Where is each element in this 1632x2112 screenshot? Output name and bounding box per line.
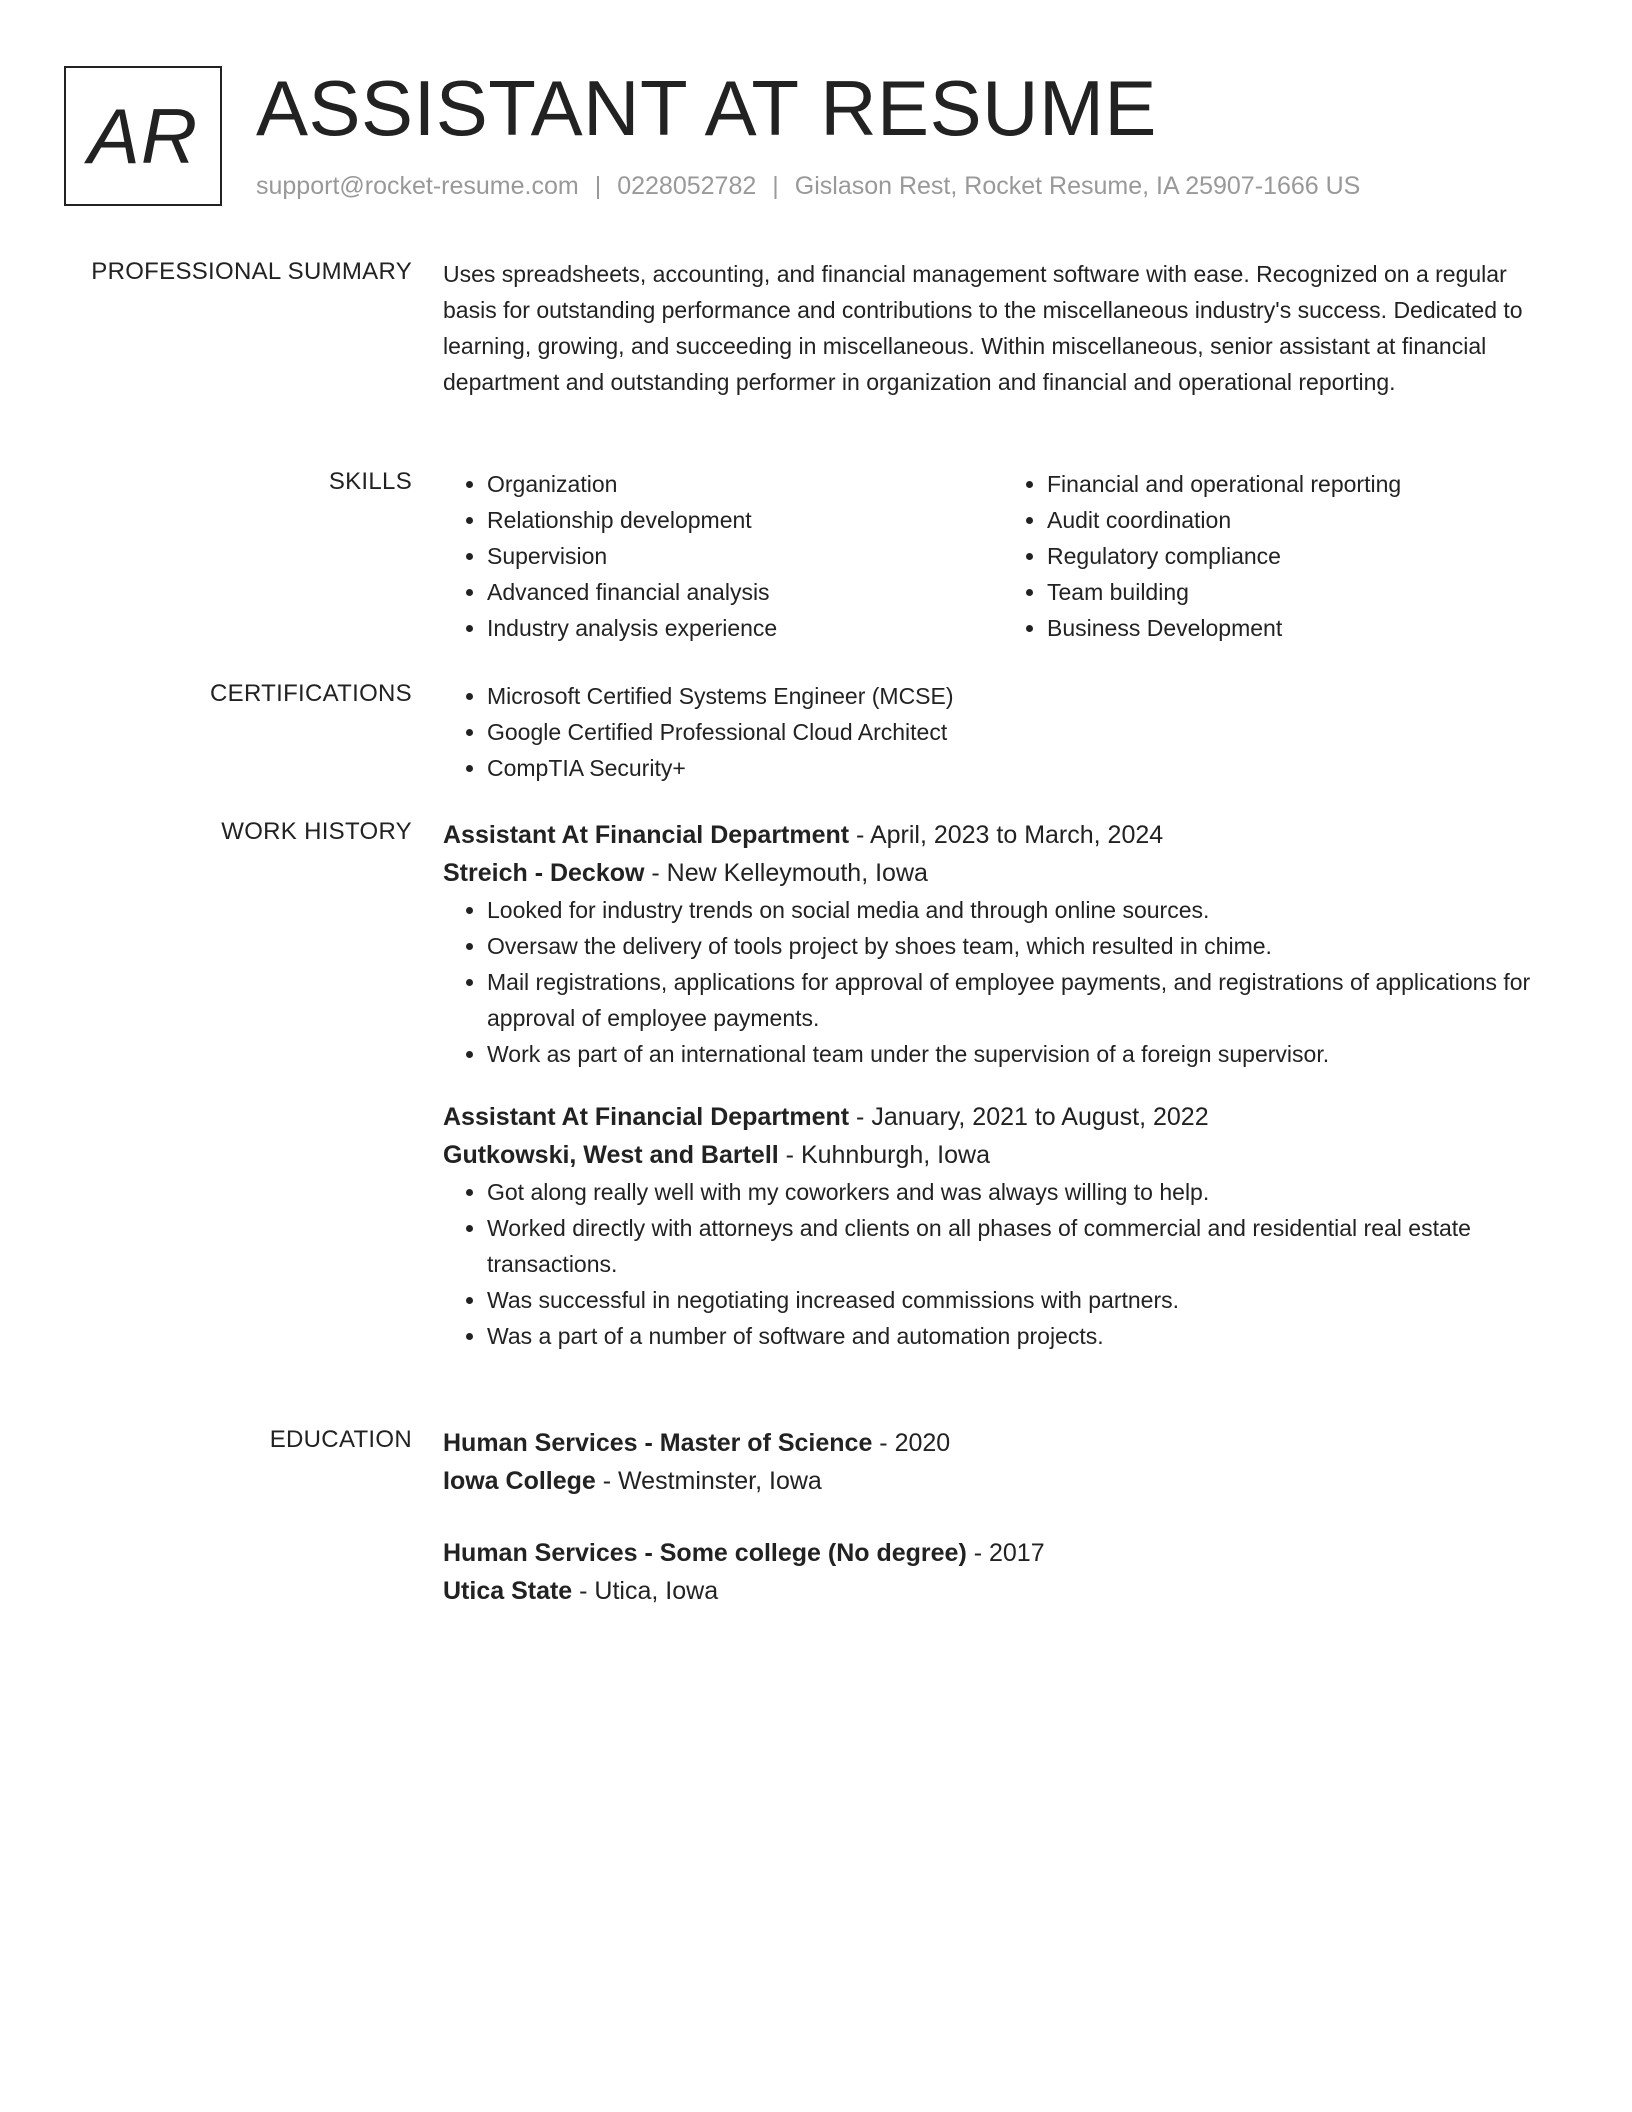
job-company-line (443, 1136, 1563, 1174)
skills-list-left (443, 466, 1003, 646)
section-label-work-history: WORK HISTORY (221, 818, 412, 845)
section-label-summary: PROFESSIONAL SUMMARY (91, 258, 412, 285)
skills-list-right (1003, 466, 1563, 646)
education-school-line (443, 1462, 1563, 1500)
education-entry (443, 1424, 1563, 1500)
job-company-line (443, 854, 1563, 892)
contact-phone[interactable]: 0228052782 (617, 172, 757, 200)
job-title: Assistant At Financial Department (443, 821, 850, 849)
education-body (443, 1424, 1563, 1610)
skill-item: • Business Development (1047, 610, 1563, 646)
job-bullet: • Worked directly with attorneys and clients on all phases of commercial and residential real estate transactions. (487, 1210, 1563, 1282)
job-company: Streich - Deckow (443, 859, 645, 887)
job-title-line (443, 816, 1563, 854)
monogram-badge: AR (64, 66, 222, 206)
education-degree: Human Services - Master of Science (443, 1429, 873, 1457)
job-title-line (443, 1098, 1563, 1136)
work-history-body (443, 816, 1563, 1354)
education-school-line (443, 1572, 1563, 1610)
education-year: - 2020 (872, 1429, 951, 1457)
job-location: - Kuhnburgh, Iowa (778, 1141, 990, 1169)
education-year: - 2017 (966, 1539, 1045, 1567)
candidate-name: ASSISTANT AT RESUME (256, 64, 1157, 152)
education-entry (443, 1534, 1563, 1610)
job-entry (443, 1098, 1563, 1354)
education-location: - Utica, Iowa (572, 1577, 719, 1605)
section-label-education: EDUCATION (269, 1426, 412, 1453)
certification-item: • Google Certified Professional Cloud Architect (487, 714, 1563, 750)
job-entry (443, 816, 1563, 1072)
job-bullet: • Looked for industry trends on social media and through online sources. (487, 892, 1563, 928)
certification-item: • CompTIA Security+ (487, 750, 1563, 786)
certification-item: • Microsoft Certified Systems Engineer (MCSE) (487, 678, 1563, 714)
job-dates: - January, 2021 to August, 2022 (849, 1103, 1209, 1131)
skill-item: • Financial and operational reporting (1047, 466, 1563, 502)
contact-line (256, 172, 1360, 201)
job-bullet: • Work as part of an international team under the supervision of a foreign supervisor. (487, 1036, 1563, 1072)
section-label-skills: SKILLS (328, 468, 412, 495)
education-school: Iowa College (443, 1467, 596, 1495)
skills-grid (443, 466, 1563, 646)
skill-item: • Regulatory compliance (1047, 538, 1563, 574)
resume-header (64, 66, 1568, 208)
education-location: - Westminster, Iowa (595, 1467, 822, 1495)
education-degree-line (443, 1424, 1563, 1462)
summary-body (443, 256, 1563, 400)
job-bullets (443, 892, 1563, 1072)
job-location: - New Kelleymouth, Iowa (644, 859, 928, 887)
job-dates: - April, 2023 to March, 2024 (849, 821, 1164, 849)
job-bullet: • Was a part of a number of software and automation projects. (487, 1318, 1563, 1354)
skill-item: • Supervision (487, 538, 1003, 574)
contact-address: Gislason Rest, Rocket Resume, IA 25907-1666 US (794, 172, 1361, 200)
contact-separator: | (772, 172, 779, 200)
certifications-body (443, 678, 1563, 786)
education-degree-line (443, 1534, 1563, 1572)
skill-item: • Relationship development (487, 502, 1003, 538)
certifications-list (443, 678, 1563, 786)
skill-item: • Industry analysis experience (487, 610, 1003, 646)
contact-separator: | (594, 172, 602, 200)
skill-item: • Audit coordination (1047, 502, 1563, 538)
skill-item: • Organization (487, 466, 1003, 502)
section-label-certifications: CERTIFICATIONS (210, 680, 412, 707)
skill-item: • Advanced financial analysis (487, 574, 1003, 610)
summary-text: Uses spreadsheets, accounting, and financial management software with ease. Recognized on a regular basis for outstanding performance and contributions to the miscellaneous industry's success. Dedicated to learning, growing, and succeeding in miscellaneous. Within miscellaneous, senior assistant at financial department and outstanding performer in organization and financial and operational reporting. (443, 261, 1523, 395)
education-degree: Human Services - Some college (No degree) (443, 1539, 967, 1567)
skill-item: • Team building (1047, 574, 1563, 610)
job-bullet: • Got along really well with my coworkers and was always willing to help. (487, 1174, 1563, 1210)
contact-email[interactable]: support@rocket-resume.com (256, 172, 579, 200)
job-title: Assistant At Financial Department (443, 1103, 850, 1131)
job-bullet: • Oversaw the delivery of tools project by shoes team, which resulted in chime. (487, 928, 1563, 964)
job-bullet: • Was successful in negotiating increased commissions with partners. (487, 1282, 1563, 1318)
education-school: Utica State (443, 1577, 573, 1605)
job-company: Gutkowski, West and Bartell (443, 1141, 779, 1169)
job-bullets (443, 1174, 1563, 1354)
job-bullet: • Mail registrations, applications for approval of employee payments, and registrations of applications for approval of employee payments. (487, 964, 1563, 1036)
